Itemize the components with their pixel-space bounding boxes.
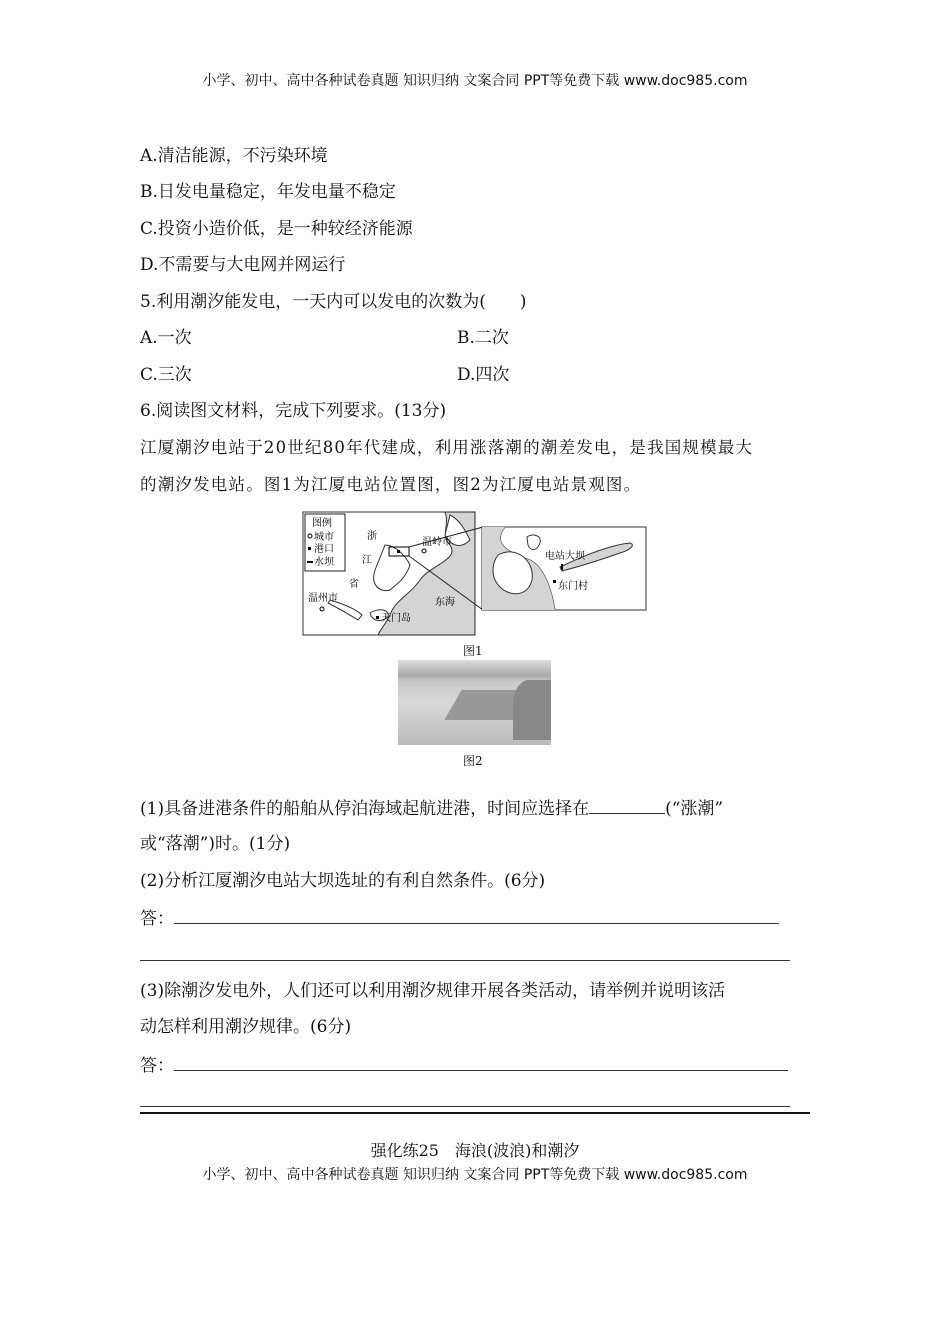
q5-option-a: A.一次 bbox=[140, 328, 192, 348]
legend-title: 图例 bbox=[312, 518, 332, 529]
label-dam: 电站大坝 bbox=[545, 551, 585, 562]
label-wenling: 温岭市 bbox=[422, 537, 452, 548]
q6-sub3-answer: 答： bbox=[140, 1054, 788, 1076]
answer-blank[interactable] bbox=[589, 797, 665, 814]
label-zhe: 浙 bbox=[367, 531, 377, 542]
label-tianmen: 天门岛 bbox=[381, 613, 411, 624]
label-sheng: 省 bbox=[349, 579, 359, 590]
q4-option-b: B.日发电量稳定，年发电量不稳定 bbox=[140, 182, 396, 202]
q5-option-d: D.四次 bbox=[457, 365, 510, 385]
figure2-photo bbox=[398, 660, 551, 745]
q6-material-line2: 的潮汐发电站。图1为江厦电站位置图，图2为江厦电站景观图。 bbox=[140, 475, 642, 494]
figure1-caption: 图1 bbox=[463, 644, 483, 658]
answer-line[interactable] bbox=[174, 1054, 788, 1071]
q6-sub3-line2: 动怎样利用潮汐规律。(6分) bbox=[140, 1017, 352, 1037]
q4-option-c: C.投资小造价低，是一种较经济能源 bbox=[140, 219, 413, 239]
q5-option-b: B.二次 bbox=[457, 328, 509, 348]
q4-option-d: D.不需要与大电网并网运行 bbox=[140, 255, 346, 275]
figure1-map bbox=[300, 505, 660, 645]
q6-sub2-answer: 答： bbox=[140, 907, 779, 929]
label-dongmen: 东门村 bbox=[558, 581, 588, 592]
dam-icon bbox=[307, 561, 313, 563]
answer-line[interactable] bbox=[140, 1090, 790, 1107]
answer-line[interactable] bbox=[174, 907, 779, 924]
port-icon bbox=[308, 547, 311, 550]
q5-option-c: C.三次 bbox=[140, 365, 192, 385]
q6-stem: 6.阅读图文材料，完成下列要求。(13分) bbox=[140, 401, 447, 421]
footer-divider bbox=[140, 1112, 810, 1114]
answer-line[interactable] bbox=[140, 944, 790, 961]
label-donghai: 东海 bbox=[435, 597, 455, 608]
label-jiang: 江 bbox=[362, 555, 372, 566]
footer-title: 强化练25 海浪(波浪)和潮汐 bbox=[370, 1141, 580, 1160]
q6-sub2: (2)分析江厦潮汐电站大坝选址的有利自然条件。(6分) bbox=[140, 871, 546, 891]
legend-dam: 水坝 bbox=[314, 557, 334, 568]
legend-city: 城市 bbox=[314, 532, 334, 543]
q4-option-a: A.清洁能源，不污染环境 bbox=[140, 146, 328, 166]
legend-port: 港口 bbox=[314, 544, 334, 555]
q5-stem: 5.利用潮汐能发电，一天内可以发电的次数为( ) bbox=[140, 292, 527, 312]
footer-site: 小学、初中、高中各种试卷真题 知识归纳 文案合同 PPT等免费下载 www.doc985.com bbox=[202, 1167, 748, 1183]
q6-sub1-line2: 或“落潮”)时。(1分) bbox=[140, 834, 291, 854]
q6-sub3-line1: (3)除潮汐发电外，人们还可以利用潮汐规律开展各类活动，请举例并说明该活 bbox=[140, 981, 726, 1001]
q6-material-line1: 江厦潮汐电站于20世纪80年代建成，利用涨落潮的潮差发电，是我国规模最大 bbox=[140, 438, 754, 457]
figure2-caption: 图2 bbox=[463, 754, 483, 768]
label-wenzhou: 温州市 bbox=[308, 593, 338, 604]
page-header: 小学、初中、高中各种试卷真题 知识归纳 文案合同 PPT等免费下载 www.doc985.com bbox=[202, 73, 748, 89]
q6-sub1-line1: (1)具备进港条件的船舶从停泊海域起航进港，时间应选择在 (“涨潮” bbox=[140, 799, 724, 819]
